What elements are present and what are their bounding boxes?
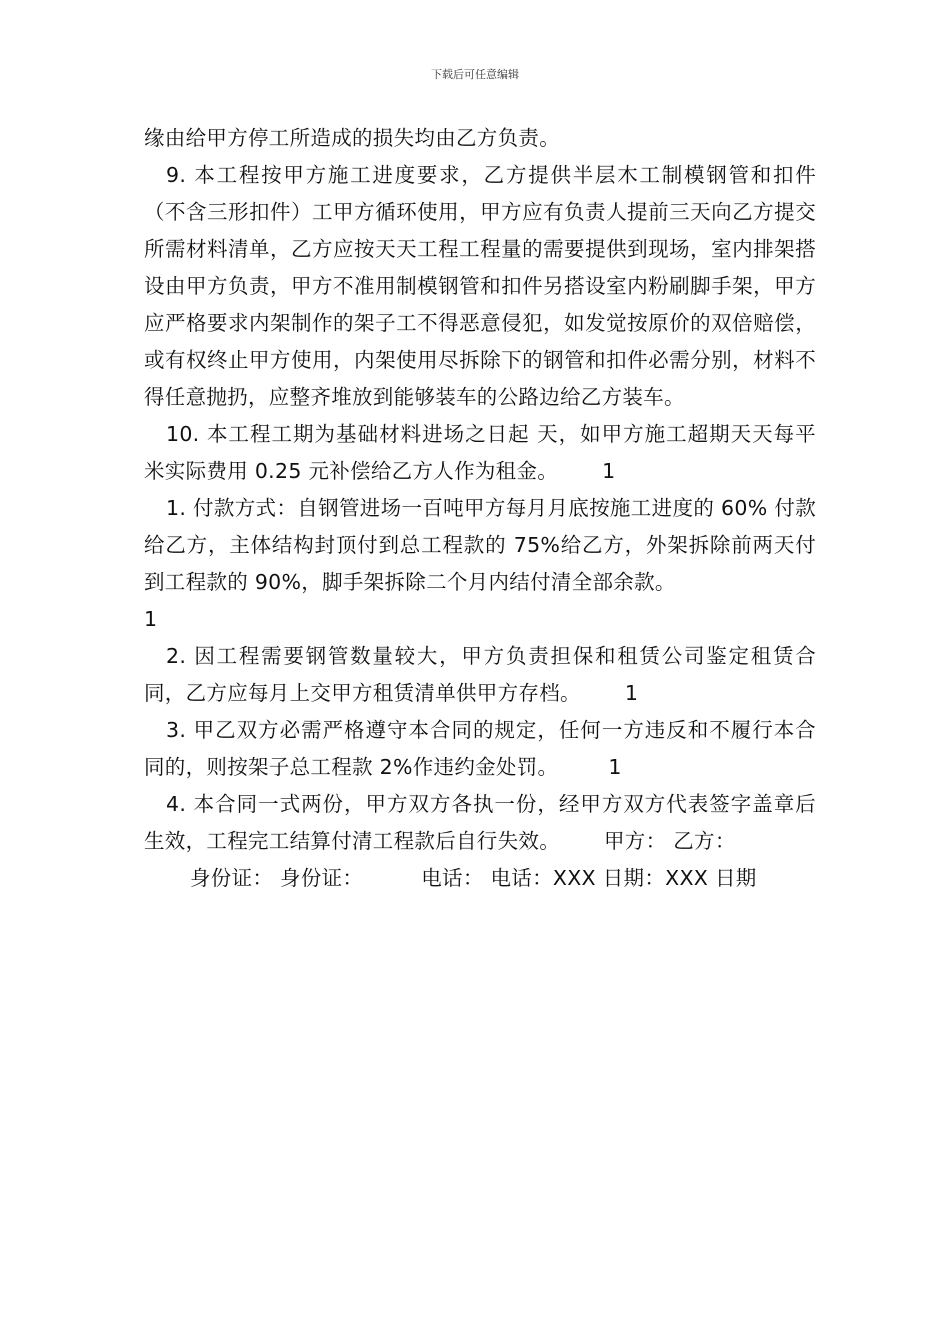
clause-10-text: 10. 本工程工期为基础材料进场之日起 天，如甲方施工超期天天每平米实际费用 0.25 元补偿给乙方人作为租金。 bbox=[144, 422, 816, 483]
party-a-label: 甲方： bbox=[604, 829, 667, 853]
clause-10-marker: 1 bbox=[602, 459, 616, 483]
party-b-label: 乙方： bbox=[673, 829, 736, 853]
signature-line bbox=[190, 860, 816, 897]
paragraph-continuation: 缘由给甲方停工所造成的损失均由乙方负责。 bbox=[144, 126, 560, 150]
payment-2-text: 2. 因工程需要钢管数量较大，甲方负责担保和租赁公司鉴定租赁合同，乙方应每月上交甲方租赁清单供甲方存档。 bbox=[144, 644, 816, 705]
phone-a-label: 电话： bbox=[421, 866, 484, 890]
paragraph-payment-1 bbox=[144, 490, 816, 601]
payment-3-marker: 1 bbox=[608, 755, 622, 779]
phone-b-date-label: 电话：XXX 日期：XXX 日期 bbox=[490, 866, 757, 890]
id-a-label: 身份证： bbox=[190, 866, 274, 890]
payment-4-text: 4. 本合同一式两份，甲方双方各执一份，经甲方双方代表签字盖章后生效，工程完工结算付清工程款后自行失效。 bbox=[144, 792, 816, 853]
paragraph-clause-10 bbox=[144, 416, 816, 490]
paragraph-payment-3 bbox=[144, 712, 816, 786]
payment-3-text: 3. 甲乙双方必需严格遵守本合同的规定，任何一方违反和不履行本合同的，则按架子总工程款 2%作违约金处罚。 bbox=[144, 718, 816, 779]
payment-1-text: 1. 付款方式：自钢管进场一百吨甲方每月月底按施工进度的 60% 付款给乙方，主体结构封顶付到总工程款的 75%给乙方，外架拆除前两天付到工程款的 90%，脚手架拆除二个月内结付清全部余款。 bbox=[144, 496, 816, 594]
payment-2-marker: 1 bbox=[624, 681, 639, 705]
paragraph-payment-2 bbox=[144, 638, 816, 712]
header-note: 下载后可任意编辑 bbox=[431, 68, 519, 81]
paragraph-payment-4 bbox=[144, 786, 816, 860]
id-b-label: 身份证： bbox=[280, 866, 364, 890]
paragraph-clause-9: 9. 本工程按甲方施工进度要求，乙方提供半层木工制模钢管和扣件（不含三形扣件）工甲方循环使用，甲方应有负责人提前三天向乙方提交所需材料清单，乙方应按天天工程工程量的需要提供到现场，室内排架搭设由甲方负责，甲方不准用制模钢管和扣件另搭设室内粉刷脚手架，甲方应严格要求内架制作的架子工不得恶意侵犯，如发觉按原价的双倍赔偿，或有权终止甲方使用，内架使用尽拆除下的钢管和扣件必需分别，材料不得任意抛扔，应整齐堆放到能够装车的公路边给乙方装车。 bbox=[144, 163, 816, 409]
payment-1-marker: 1 bbox=[144, 607, 158, 631]
contract-body bbox=[144, 120, 816, 897]
